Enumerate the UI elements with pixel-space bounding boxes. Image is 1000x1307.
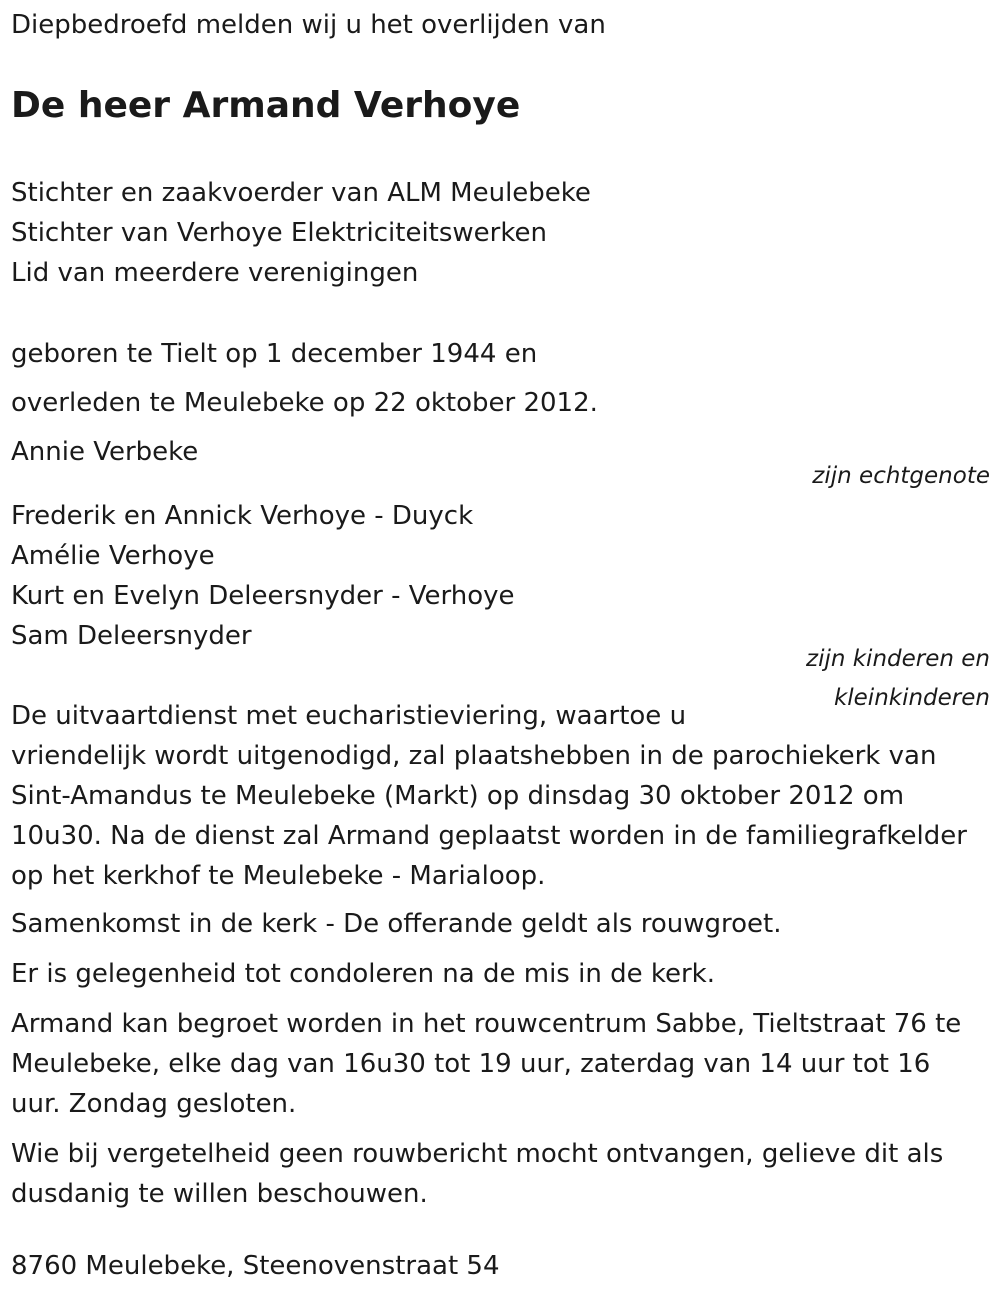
notice-paragraph: Wie bij vergetelheid geen rouwbericht mocht ontvangen, gelieve dit als dusdanig te willen beschouwen. [11, 1139, 944, 1209]
child-name: Amélie Verhoye [11, 541, 215, 571]
birth-line: geboren te Tielt op 1 december 1944 en [11, 339, 538, 369]
family-address: 8760 Meulebeke, Steenovenstraat 54 [11, 1251, 500, 1281]
death-line: overleden te Meulebeke op 22 oktober 2012. [11, 388, 598, 418]
children-list [11, 496, 514, 656]
child-name: Sam Deleersnyder [11, 621, 252, 651]
service-first-line: De uitvaartdienst met eucharistieviering, waartoe u [11, 701, 687, 731]
children-relation-line: kleinkinderen [833, 685, 990, 711]
role-item: Stichter van Verhoye Elektriciteitswerken [11, 218, 547, 248]
spouse-name: Annie Verbeke [11, 437, 199, 467]
role-item: Lid van meerdere verenigingen [11, 258, 419, 288]
child-name: Frederik en Annick Verhoye - Duyck [11, 501, 474, 531]
gathering-paragraph: Samenkomst in de kerk - De offerande geldt als rouwgroet. [11, 909, 782, 939]
children-relation-line: zijn kinderen en [806, 646, 990, 672]
intro-text: Diepbedroefd melden wij u het overlijden van [11, 10, 606, 40]
spouse-relation: zijn echtgenote [812, 463, 990, 489]
roles-list [11, 173, 591, 293]
deceased-name: De heer Armand Verhoye [11, 85, 521, 126]
service-rest: vriendelijk wordt uitgenodigd, zal plaatshebben in de parochiekerk van Sint-Amandus te Meulebeke (Markt) op dinsdag 30 oktober 2012 om 10u30. Na de dienst zal Armand geplaatst worden in de familiegrafkelder op het kerkhof te Meulebeke - Marialoop. [11, 741, 967, 891]
viewing-paragraph: Armand kan begroet worden in het rouwcentrum Sabbe, Tieltstraat 76 te Meulebeke, elke dag van 16u30 tot 19 uur, zaterdag van 14 uur tot 16 uur. Zondag gesloten. [11, 1009, 962, 1119]
role-item: Stichter en zaakvoerder van ALM Meulebeke [11, 178, 591, 208]
condolences-paragraph: Er is gelegenheid tot condoleren na de mis in de kerk. [11, 959, 715, 989]
child-name: Kurt en Evelyn Deleersnyder - Verhoye [11, 581, 515, 611]
funeral-service-paragraph [11, 696, 976, 896]
